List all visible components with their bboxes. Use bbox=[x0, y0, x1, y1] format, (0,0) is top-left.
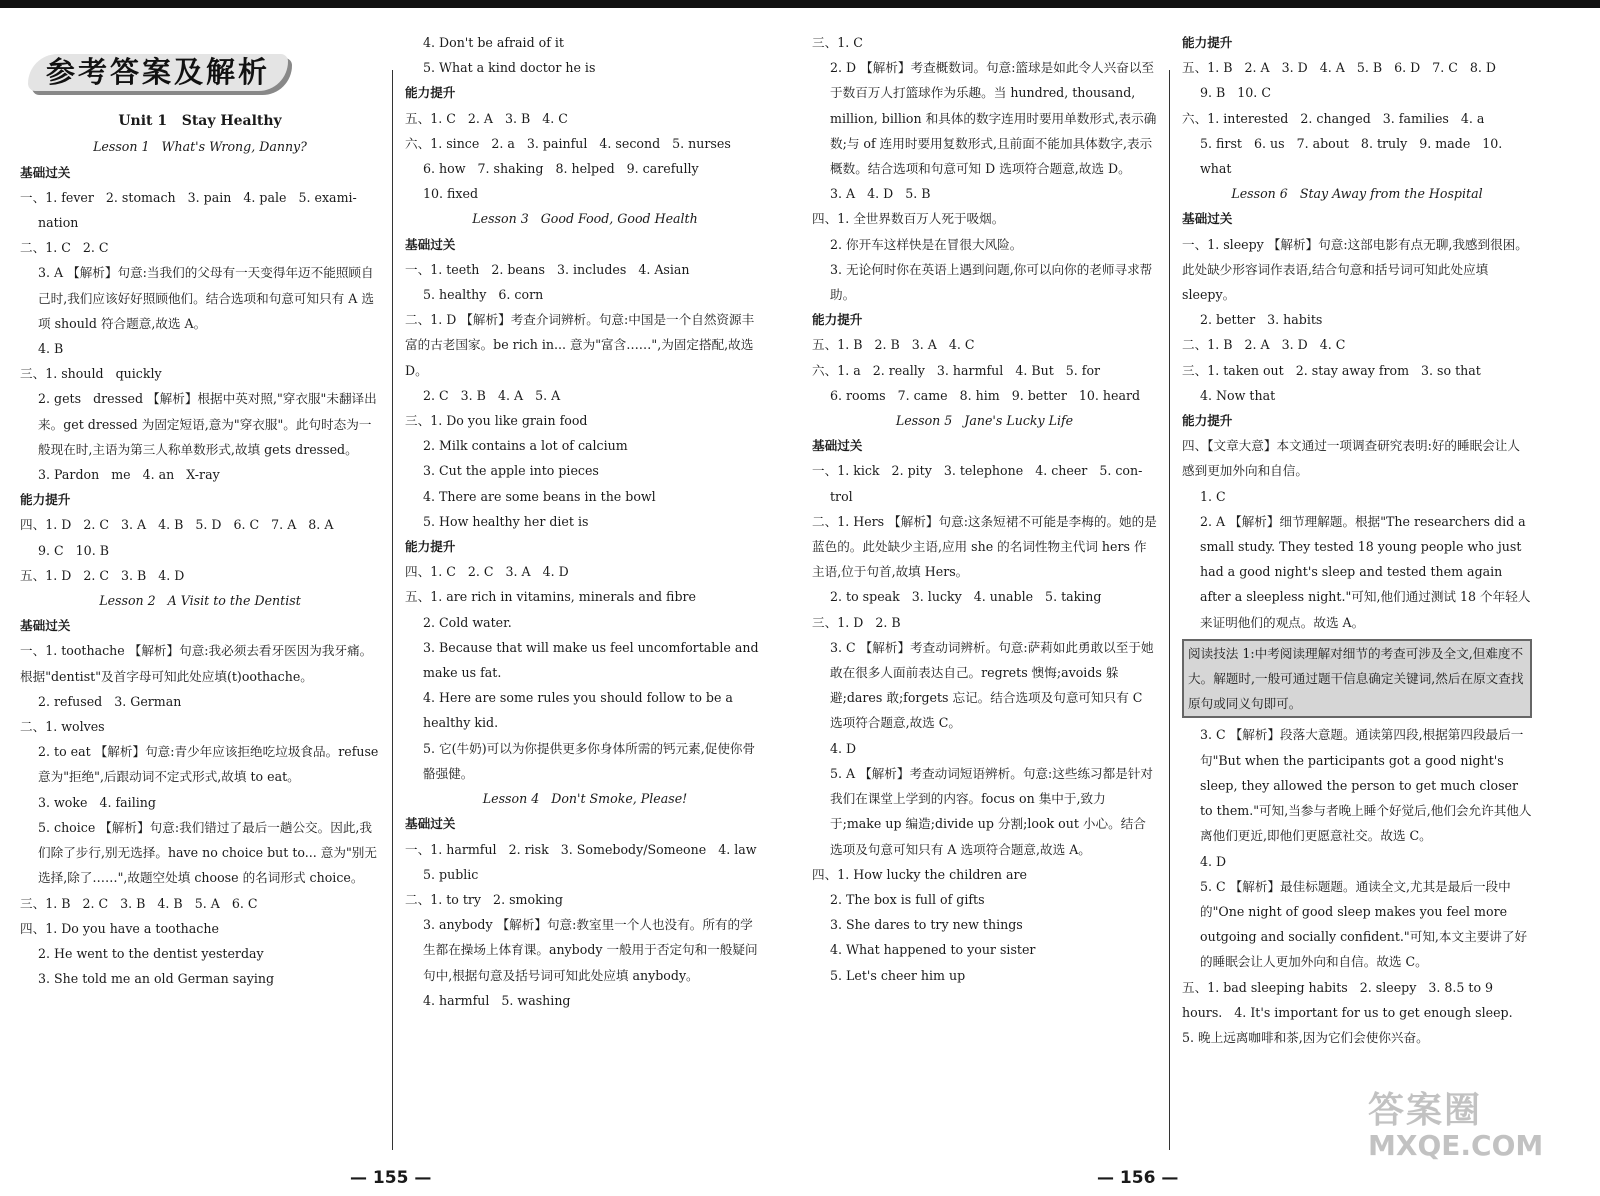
lesson-title: Lesson 2 A Visit to the Dentist bbox=[99, 593, 301, 609]
answer-line: nation bbox=[38, 215, 79, 231]
answer-line: 2. refused 3. German bbox=[38, 693, 182, 709]
answer-line: 三、1. B 2. C 3. B 4. B 5. A 6. C bbox=[20, 895, 258, 911]
column-1-body bbox=[20, 109, 383, 991]
lesson-title: Lesson 3 Good Food, Good Health bbox=[472, 211, 698, 227]
answer-line: 5. What a kind doctor he is bbox=[423, 60, 596, 76]
answer-line: 10. fixed bbox=[423, 186, 479, 202]
answer-line: 二、1. Hers 【解析】句意:这条短裙不可能是李梅的。她的是蓝色的。此处缺少主语,应用 she 的名词性物主代词 hers 作主语,位于句首,故填 Hers。 bbox=[812, 513, 1157, 580]
answer-line: 二、1. wolves bbox=[20, 719, 105, 735]
answer-line: 5. first 6. us 7. about 8. truly 9. made 10. what bbox=[1200, 135, 1507, 177]
answer-line: 4. D bbox=[1200, 853, 1227, 869]
watermark-domain: MXQE.COM bbox=[1368, 1129, 1544, 1162]
answer-line: 3. woke 4. failing bbox=[38, 794, 156, 810]
page-number-right: — 156 — bbox=[1097, 1168, 1179, 1188]
lesson-title: Lesson 4 Don't Smoke, Please! bbox=[482, 791, 688, 807]
answer-line: 2. better 3. habits bbox=[1200, 312, 1323, 328]
answer-line: 3. She told me an old German saying bbox=[38, 971, 275, 987]
answer-line: 4. There are some beans in the bowl bbox=[423, 488, 656, 504]
section-heading: 能力提升 bbox=[405, 539, 456, 555]
answer-line: 2. gets dressed 【解析】根据中英对照,"穿衣服"未翻译出来。get dressed 为固定短语,意为"穿衣服"。此句时态为一般现在时,主语为第三人称单数形式,故填 gets dressed。 bbox=[38, 391, 377, 457]
answer-line: 二、1. B 2. A 3. D 4. C bbox=[1182, 337, 1346, 353]
answer-line: 5. C 【解析】最佳标题题。通读全文,尤其是最后一段中的"One night of good sleep makes you feel more outgoing and socially confident."可知,本文主要讲了好的睡眠会让人更加外向和自信。故选 C。 bbox=[1200, 878, 1528, 970]
answer-line: 二、1. C 2. C bbox=[20, 240, 109, 256]
answer-line: 3. Pardon me 4. an X-ray bbox=[38, 467, 220, 483]
answer-line: 二、1. D 【解析】考查介词辨析。句意:中国是一个自然资源丰富的古老国家。be rich in... 意为"富含……",为固定搭配,故选 D。 bbox=[405, 312, 758, 378]
answer-line: 四、1. How lucky the children are bbox=[812, 866, 1027, 882]
answer-line: 四、1. Do you have a toothache bbox=[20, 920, 219, 936]
answer-line: 9. B 10. C bbox=[1200, 85, 1271, 101]
answer-line: 5. healthy 6. corn bbox=[423, 287, 544, 303]
answer-line: 4. Don't be afraid of it bbox=[423, 35, 564, 50]
answer-line: 一、1. fever 2. stomach 3. pain 4. pale 5. exami- bbox=[20, 189, 357, 205]
section-heading: 能力提升 bbox=[1182, 413, 1233, 429]
scan-top-edge bbox=[0, 0, 1600, 8]
page-156 bbox=[812, 30, 1580, 1188]
answer-line: 一、1. harmful 2. risk 3. Somebody/Someone 4. law bbox=[405, 841, 757, 857]
lesson-title: Lesson 1 What's Wrong, Danny? bbox=[93, 139, 307, 155]
answer-line: 四、1. 全世界数百万人死于吸烟。 bbox=[812, 211, 1005, 227]
answer-line: 1. C bbox=[1200, 488, 1226, 504]
answer-line: 5. public bbox=[423, 866, 479, 882]
answer-line: 一、1. teeth 2. beans 3. includes 4. Asian bbox=[405, 261, 690, 277]
answer-line: 一、1. toothache 【解析】句意:我必须去看牙医因为我牙痛。根据"dentist"及首字母可知此处应填(t)oothache。 bbox=[20, 643, 373, 684]
answer-line: 2. Milk contains a lot of calcium bbox=[423, 438, 628, 454]
answer-line: 3. A 4. D 5. B bbox=[830, 186, 931, 202]
answer-line: 2. C 3. B 4. A 5. A bbox=[423, 387, 561, 403]
answer-line: 五、1. C 2. A 3. B 4. C bbox=[405, 110, 568, 126]
section-heading: 基础过关 bbox=[812, 438, 863, 454]
answer-line: 三、1. taken out 2. stay away from 3. so that bbox=[1182, 362, 1481, 378]
column-divider bbox=[392, 70, 393, 1150]
reading-tip-box: 阅读技法 1:中考阅读理解对细节的考查可涉及全文,但难度不大。解题时,一般可通过题干信息确定关键词,然后在原文查找原句或同义句即可。 bbox=[1182, 639, 1532, 719]
answer-line: 四、【文章大意】本文通过一项调查研究表明:好的睡眠会让人感到更加外向和自信。 bbox=[1182, 438, 1520, 479]
answer-line: 2. to eat 【解析】句意:青少年应该拒绝吃垃圾食品。refuse 意为"拒绝",后跟动词不定式形式,故填 to eat。 bbox=[38, 744, 383, 785]
column-2 bbox=[405, 30, 765, 1013]
answer-line: trol bbox=[830, 488, 853, 504]
section-heading: 能力提升 bbox=[405, 85, 456, 101]
answer-line: 2. A 【解析】细节理解题。根据"The researchers did a small study. They tested 18 young people who just had a good night's sleep and tested them again after a sleepless night."可知,他们通过测试 18 个年轻人来证明他们的观点。故选 A。 bbox=[1200, 513, 1531, 630]
page-number-left: — 155 — bbox=[350, 1168, 432, 1188]
answer-line: 4. B bbox=[38, 341, 64, 357]
answer-line: 6. how 7. shaking 8. helped 9. carefully bbox=[423, 161, 699, 177]
answer-line: 2. 你开车这样快是在冒很大风险。 bbox=[830, 236, 1023, 252]
lesson-title: Lesson 6 Stay Away from the Hospital bbox=[1231, 186, 1483, 202]
answer-line: 一、1. sleepy 【解析】句意:这部电影有点无聊,我感到很困。此处缺少形容词作表语,结合句意和括号词可知此处应填 sleepy。 bbox=[1182, 236, 1528, 303]
answer-line: 5. 它(牛奶)可以为你提供更多你身体所需的钙元素,促使你骨骼强健。 bbox=[423, 740, 756, 781]
answer-line: 三、1. should quickly bbox=[20, 366, 162, 382]
answer-line: 5. choice 【解析】句意:我们错过了最后一趟公交。因此,我们除了步行,别无选择。have no choice but to... 意为"别无选择,除了……",故题空处填 choose 的名词形式 choice。 bbox=[38, 819, 377, 886]
section-heading: 基础过关 bbox=[1182, 211, 1233, 227]
answer-line: 五、1. bad sleeping habits 2. sleepy 3. 8.5 to 9 hours. 4. It's important for us to get enough sleep. 5. 晚上远离咖啡和茶,因为它们会使你兴奋。 bbox=[1182, 979, 1525, 1045]
answer-line: 五、1. B 2. B 3. A 4. C bbox=[812, 337, 975, 353]
lesson-title: Lesson 5 Jane's Lucky Life bbox=[895, 413, 1074, 429]
column-4-body bbox=[1182, 30, 1532, 1050]
answer-line: 3. C 【解析】段落大意题。通读第四段,根据第四段最后一句"But when the participants got a good night's sleep, they allowed the person to get much closer to them."可知,当参与者晚上睡个好觉后,他们会允许其他人离他们更近,即他们更愿意社交。故选 C。 bbox=[1200, 727, 1532, 844]
answer-line: 3. A 【解析】句意:当我们的父母有一天变得年迈不能照顾自己时,我们应该好好照顾他们。结合选项和句意可知只有 A 选项 should 符合题意,故选 A。 bbox=[38, 265, 374, 331]
column-1 bbox=[20, 30, 383, 991]
answer-line: 三、1. C bbox=[812, 35, 863, 50]
answer-line: 二、1. to try 2. smoking bbox=[405, 891, 563, 907]
answer-line: 五、1. D 2. C 3. B 4. D bbox=[20, 567, 185, 583]
column-2-body bbox=[405, 30, 765, 1013]
page-155 bbox=[20, 30, 780, 1188]
answer-line: 3. She dares to try new things bbox=[830, 917, 1023, 933]
answer-key-banner: 参考答案及解析 bbox=[28, 54, 288, 91]
answer-line: 2. to speak 3. lucky 4. unable 5. taking bbox=[830, 589, 1102, 605]
answer-line: 5. Let's cheer him up bbox=[830, 967, 966, 983]
section-heading: 基础过关 bbox=[20, 618, 71, 634]
answer-line: 3. Cut the apple into pieces bbox=[423, 463, 599, 479]
answer-line: 三、1. Do you like grain food bbox=[405, 413, 588, 429]
answer-line: 5. A 【解析】考查动词短语辨析。句意:这些练习都是针对我们在课堂上学到的内容。focus on 集中于,致力于;make up 编造;divide up 分割;look out 小心。结合选项及句意可知只有 A 选项符合题意,故选 A。 bbox=[830, 765, 1154, 857]
answer-line: 4. harmful 5. washing bbox=[423, 992, 571, 1008]
answer-line: 六、1. since 2. a 3. painful 4. second 5. nurses bbox=[405, 135, 731, 151]
column-3-body bbox=[812, 30, 1157, 988]
column-4 bbox=[1182, 30, 1532, 1050]
section-heading: 能力提升 bbox=[812, 312, 863, 328]
answer-line: 4. What happened to your sister bbox=[830, 942, 1036, 958]
section-heading: 能力提升 bbox=[1182, 35, 1233, 50]
answer-line: 2. The box is full of gifts bbox=[830, 891, 985, 907]
answer-line: 五、1. B 2. A 3. D 4. A 5. B 6. D 7. C 8. D bbox=[1182, 60, 1497, 76]
answer-line: 3. 无论何时你在英语上遇到问题,你可以向你的老师寻求帮助。 bbox=[830, 261, 1153, 303]
answer-line: 4. Here are some rules you should follow to be a healthy kid. bbox=[423, 690, 737, 731]
answer-line: 2. He went to the dentist yesterday bbox=[38, 945, 264, 961]
answer-line: 三、1. D 2. B bbox=[812, 614, 901, 630]
answer-line: 2. D 【解析】考查概数词。句意:篮球是如此令人兴奋以至于数百万人打篮球作为乐趣。当 hundred, thousand, million, billion 和具体的数字连用时要用单数形式,表示确数;与 of 连用时要用复数形式,且前面不能加具体数字,表示概数。结合选项和句意可知 D 选项符合题意,故选 D。 bbox=[830, 60, 1157, 177]
answer-line: 6. rooms 7. came 8. him 9. better 10. heard bbox=[830, 387, 1141, 403]
answer-line: 3. Because that will make us feel uncomfortable and make us fat. bbox=[423, 639, 763, 681]
answer-line: 3. anybody 【解析】句意:教室里一个人也没有。所有的学生都在操场上体育课。anybody 一般用于否定句和一般疑问句中,根据句意及括号词可知此处应填 anybody。 bbox=[423, 917, 758, 983]
section-heading: 能力提升 bbox=[20, 492, 71, 508]
answer-line: 2. Cold water. bbox=[423, 614, 512, 630]
answer-line: 四、1. C 2. C 3. A 4. D bbox=[405, 564, 569, 580]
column-3 bbox=[812, 30, 1157, 988]
answer-line: 六、1. interested 2. changed 3. families 4. a bbox=[1182, 110, 1485, 126]
answer-line: 5. How healthy her diet is bbox=[423, 513, 589, 529]
site-watermark bbox=[1368, 1082, 1578, 1178]
section-heading: 基础过关 bbox=[20, 164, 71, 180]
answer-line: 一、1. kick 2. pity 3. telephone 4. cheer 5. con- bbox=[812, 463, 1143, 479]
answer-line: 9. C 10. B bbox=[38, 542, 109, 558]
section-heading: 基础过关 bbox=[405, 236, 456, 252]
unit-title: Unit 1 Stay Healthy bbox=[118, 113, 282, 130]
section-heading: 基础过关 bbox=[405, 816, 456, 832]
answer-line: 3. C 【解析】考查动词辨析。句意:萨莉如此勇敢以至于她敢在很多人面前表达自己。regrets 懊悔;avoids 躲避;dares 敢;forgets 忘记。结合选项及句意可知只有 C 选项符合题意,故选 C。 bbox=[830, 639, 1154, 731]
answer-line: 四、1. D 2. C 3. A 4. B 5. D 6. C 7. A 8. A bbox=[20, 517, 334, 533]
answer-line: 4. Now that bbox=[1200, 387, 1276, 403]
column-divider bbox=[1169, 70, 1170, 1150]
answer-line: 六、1. a 2. really 3. harmful 4. But 5. for bbox=[812, 362, 1101, 378]
watermark-logo-text: 答案圈 bbox=[1368, 1090, 1483, 1131]
answer-line: 4. D bbox=[830, 740, 857, 756]
answer-line: 五、1. are rich in vitamins, minerals and fibre bbox=[405, 589, 696, 605]
